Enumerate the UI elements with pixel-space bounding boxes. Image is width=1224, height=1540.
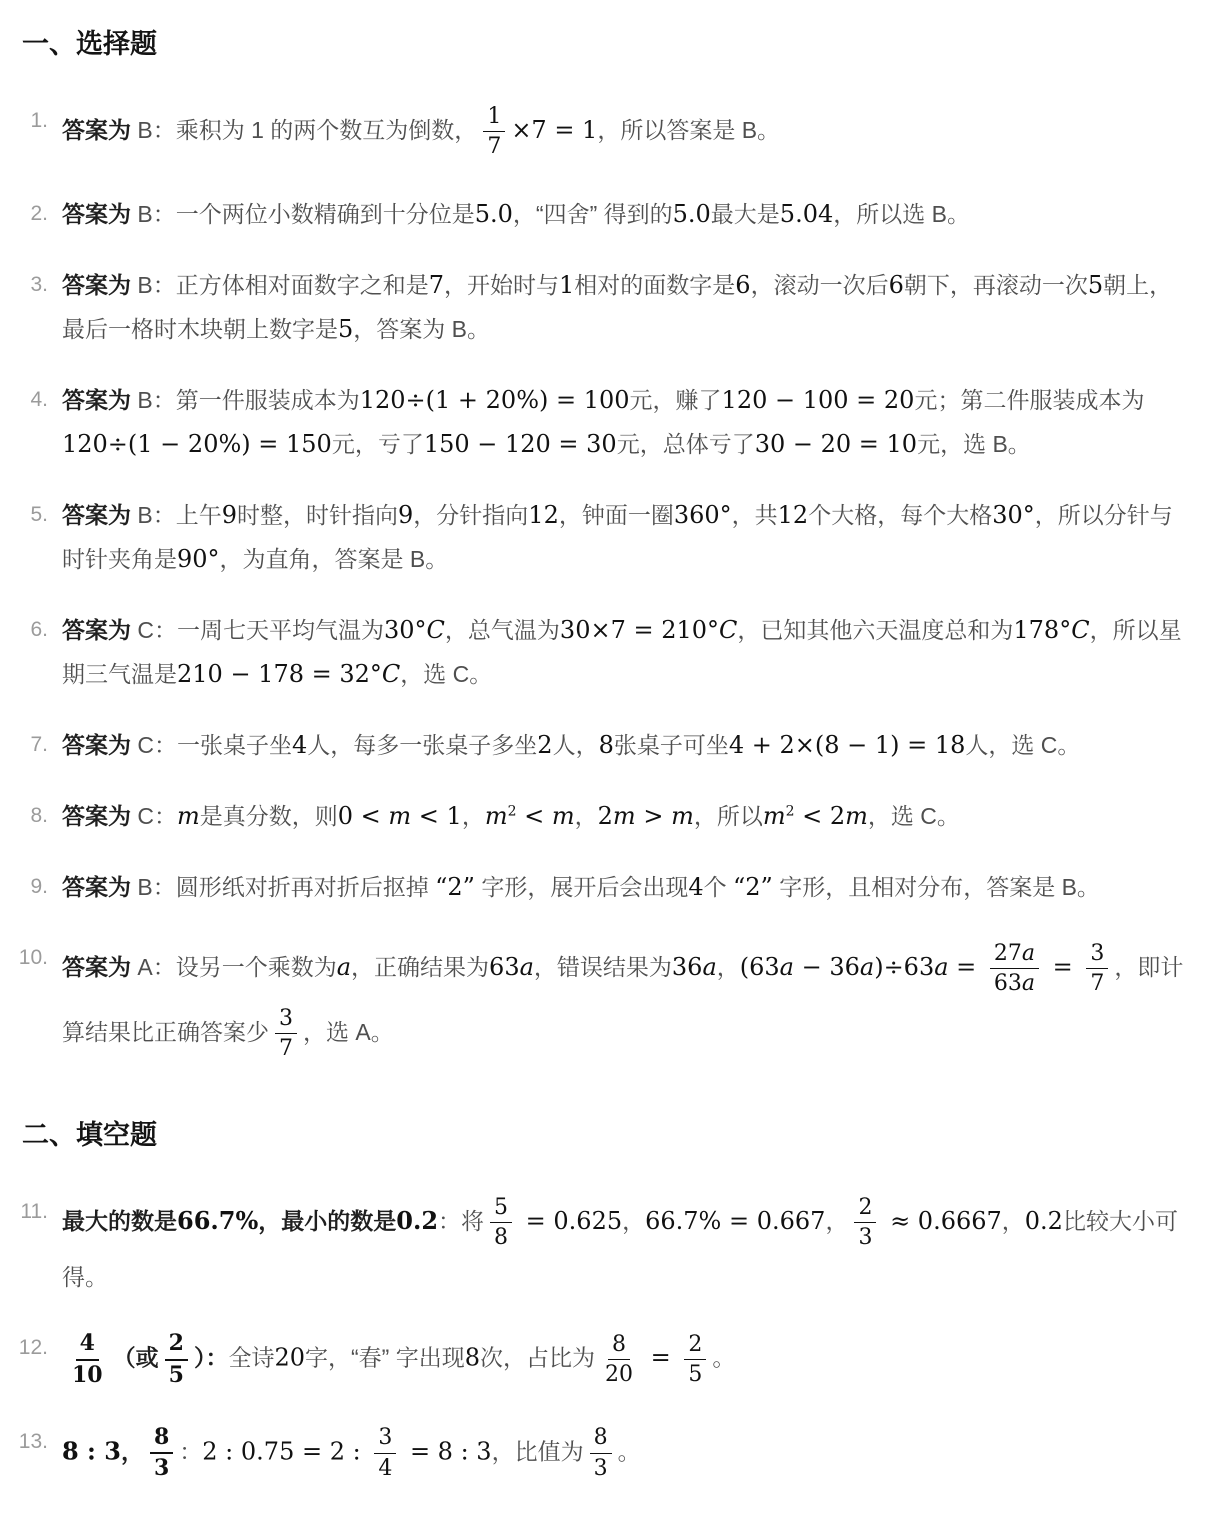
answer-item — [8, 1420, 1188, 1487]
math-text: 30×7 = 210°C — [559, 615, 738, 644]
math-text: = — [1045, 952, 1081, 981]
text-run: ，比值为 — [491, 1438, 584, 1465]
math-text: 5.0 — [672, 199, 711, 228]
fraction — [150, 1425, 173, 1482]
text-run: ，所以答案是 B。 — [597, 116, 781, 143]
text-run: ，总气温为 — [444, 616, 560, 643]
text-run: 一个两位小数精确到十分位是 — [175, 200, 475, 227]
item-content — [62, 493, 1188, 581]
math-text: 120÷(1 − 20%) = 150 — [62, 429, 332, 458]
answer-item — [8, 99, 1188, 165]
text-run: 人， — [552, 731, 599, 758]
fraction — [684, 1332, 706, 1388]
item-content — [62, 1190, 1188, 1300]
fraction-numerator: 27a — [990, 941, 1039, 969]
math-text: 4 — [688, 872, 704, 901]
text-run: ，正确结果为 — [351, 953, 490, 980]
answer-item — [8, 936, 1188, 1067]
math-text: 66.7% = 0.667 — [645, 1206, 826, 1235]
math-text: 7 — [428, 270, 445, 299]
text-run: B： — [131, 873, 176, 900]
text-run: ， — [1001, 1207, 1025, 1234]
item-content — [62, 192, 1188, 236]
math-text: < m — [516, 801, 575, 830]
text-run: 答案为 — [62, 616, 131, 643]
text-run: 字形，且相对分布，答案是 B。 — [772, 873, 1100, 900]
fraction — [68, 1331, 107, 1388]
math-text: 1 — [559, 270, 575, 299]
text-run: 时整，时针指向 — [237, 501, 399, 528]
math-text: 5 — [1087, 270, 1104, 299]
text-run: 答案为 — [62, 802, 131, 829]
text-run: ，答案为 B。 — [353, 315, 491, 342]
text-run: 一周七天平均气温为 — [177, 616, 384, 643]
text-run: 答案为 — [62, 116, 131, 143]
text-run: 一张桌子坐 — [177, 731, 292, 758]
math-text: 8 — [598, 730, 614, 759]
text-run: ，选 A。 — [303, 1019, 394, 1046]
item-number: 3. — [30, 272, 48, 296]
superscript: 2 — [785, 802, 795, 819]
math-text: 120÷(1 + 20%) = 100 — [359, 385, 630, 414]
math-text: “2” — [733, 872, 773, 901]
item-number: 4. — [30, 387, 48, 411]
text-run: A： — [131, 953, 176, 980]
text-run: 元，亏了 — [331, 430, 424, 457]
fraction-numerator: 5 — [490, 1195, 512, 1223]
section-fill-in-blank — [8, 1113, 1188, 1487]
item-content — [62, 723, 1188, 767]
text-run: 答案为 — [62, 731, 131, 758]
text-run: 元，赚了 — [629, 386, 722, 413]
math-text: 5.04 — [779, 199, 834, 228]
item-content — [62, 936, 1188, 1067]
fraction-numerator: 3 — [1086, 941, 1108, 969]
fraction — [1086, 941, 1108, 997]
item-number: 8. — [30, 803, 48, 827]
math-text: m — [177, 801, 200, 830]
math-text: 5.0 — [474, 199, 513, 228]
answer-list-multiple-choice — [8, 99, 1188, 1067]
text-run: 设另一个乘数为 — [175, 953, 337, 980]
fraction — [590, 1425, 612, 1481]
math-text: 6 — [888, 270, 904, 299]
fraction — [490, 1195, 512, 1251]
answer-item — [8, 608, 1188, 696]
math-text: = 8 : 3 — [402, 1437, 492, 1466]
text-run: ，已知其他六天温度总和为 — [737, 616, 1014, 643]
math-text: “2” — [435, 872, 475, 901]
item-content — [62, 865, 1188, 909]
text-run: 张桌子可坐 — [613, 731, 729, 758]
math-text: 90° — [177, 544, 220, 573]
text-run: 最大的数是 — [62, 1207, 177, 1234]
text-run: ， — [120, 1438, 144, 1465]
text-run: ，开始时与 — [444, 271, 560, 298]
math-text: ×7 = 1 — [511, 115, 598, 144]
math-text: ≈ 0.6667 — [882, 1206, 1002, 1235]
answer-item — [8, 1326, 1188, 1393]
math-text: 8 : 3 — [62, 1436, 121, 1466]
math-text: 2 : 0.75 = 2 : — [202, 1437, 369, 1466]
item-content — [62, 99, 1188, 165]
fraction — [483, 104, 505, 160]
text-run: 圆形纸对折再对折后抠掉 — [175, 873, 436, 900]
text-run: ，共 — [731, 501, 778, 528]
fraction-numerator: 8 — [150, 1425, 173, 1454]
item-number: 2. — [30, 201, 48, 225]
text-run: ，错误结果为 — [533, 953, 672, 980]
text-run: ， — [574, 802, 598, 829]
text-run: C： — [131, 616, 177, 643]
text-run: C： — [131, 731, 177, 758]
math-text: a — [336, 952, 352, 981]
item-content — [62, 378, 1188, 466]
answer-item — [8, 865, 1188, 909]
text-run: 答案为 — [62, 953, 131, 980]
text-run: ， — [716, 953, 740, 980]
fraction-denominator: 3 — [858, 1225, 873, 1251]
text-run: ，钟面一圈 — [558, 501, 674, 528]
text-run: ，所以星期三气温是 — [62, 616, 1182, 687]
item-content — [62, 608, 1188, 696]
text-run: ，分针指向 — [413, 501, 529, 528]
text-run: B： — [131, 200, 176, 227]
fraction-denominator: 7 — [279, 1036, 293, 1062]
fraction-denominator: 63a — [993, 970, 1036, 996]
section-title-fill-in-blank: 二、填空题 — [22, 1119, 157, 1150]
text-run: 乘积为 1 的两个数互为倒数， — [175, 116, 478, 143]
math-text: = 0.625 — [518, 1206, 623, 1235]
math-text: 20 — [274, 1343, 305, 1372]
text-run: 全诗 — [228, 1344, 275, 1371]
item-content — [62, 1326, 1188, 1393]
answer-list-fill-in-blank — [8, 1190, 1188, 1487]
math-text: 8 — [464, 1343, 480, 1372]
math-text: = — [642, 1343, 679, 1372]
math-text: 30°C — [384, 615, 445, 644]
math-text: 0 < m < 1 — [337, 801, 462, 830]
text-run: ，所以选 B。 — [833, 200, 970, 227]
text-run: ： — [438, 1207, 462, 1234]
math-text: (63a − 36a)÷63a = — [739, 952, 984, 981]
fraction-numerator: 3 — [275, 1006, 297, 1034]
fraction-denominator: 5 — [688, 1362, 703, 1388]
math-text: 12 — [528, 500, 559, 529]
item-content — [62, 794, 1188, 838]
math-text: m — [762, 801, 786, 830]
text-run: （或 — [112, 1344, 159, 1371]
math-text: 36a — [671, 952, 717, 981]
fraction-denominator: 7 — [487, 134, 502, 160]
text-run: ， — [622, 1207, 646, 1234]
item-number: 12. — [18, 1336, 48, 1360]
math-text: 5 — [338, 314, 354, 343]
math-text: 30 − 20 = 10 — [754, 429, 918, 458]
text-run: 最大是 — [710, 200, 780, 227]
fraction-denominator: 8 — [494, 1225, 509, 1251]
item-number: 11. — [20, 1199, 48, 1223]
fraction — [854, 1195, 876, 1251]
fraction-numerator: 4 — [76, 1331, 99, 1360]
text-run: B： — [131, 271, 176, 298]
text-run: 元；第二件服装成本为 — [914, 386, 1145, 413]
text-run: ， — [461, 802, 485, 829]
math-text: 360° — [673, 500, 732, 529]
fraction-denominator: 3 — [153, 1455, 170, 1482]
text-run: 个 — [703, 873, 733, 900]
section-multiple-choice — [8, 22, 1188, 1067]
item-number: 1. — [30, 109, 48, 132]
math-text: 0.2 — [396, 1205, 439, 1235]
answer-item — [8, 192, 1188, 236]
text-run: 第一件服装成本为 — [175, 386, 360, 413]
item-number: 9. — [30, 874, 48, 898]
text-run: 朝上，最后一格时木块朝上数字是 — [62, 271, 1173, 342]
text-run: B： — [131, 116, 176, 143]
text-run: 答案为 — [62, 873, 131, 900]
text-run: 比较大小可得。 — [62, 1207, 1178, 1291]
fraction — [601, 1332, 637, 1388]
fraction-numerator: 3 — [374, 1425, 396, 1453]
math-text: 178°C — [1013, 615, 1090, 644]
text-run: 人，选 C。 — [965, 731, 1081, 758]
text-run: ， — [825, 1207, 849, 1234]
text-run: 答案为 — [62, 386, 131, 413]
text-run: B： — [131, 501, 176, 528]
fraction-denominator: 5 — [168, 1361, 184, 1388]
math-text: 2 — [537, 730, 553, 759]
section-title-multiple-choice: 一、选择题 — [22, 29, 157, 59]
answer-item — [8, 1190, 1188, 1300]
fraction-numerator: 1 — [483, 104, 505, 132]
fraction — [275, 1006, 297, 1062]
fraction — [990, 941, 1039, 997]
text-run: 答案为 — [62, 271, 131, 298]
text-run: 次，占比为 — [479, 1344, 595, 1371]
math-text: 66.7% — [177, 1205, 259, 1235]
fraction — [374, 1425, 396, 1481]
math-text: 150 − 120 = 30 — [423, 429, 617, 458]
answer-item — [8, 493, 1188, 581]
fraction-denominator: 7 — [1090, 970, 1105, 996]
text-run: ，滚动一次后 — [750, 271, 889, 298]
text-run: 元，选 B。 — [917, 430, 1031, 457]
fraction-denominator: 20 — [604, 1362, 633, 1388]
item-number: 7. — [30, 732, 48, 756]
fraction-denominator: 3 — [593, 1455, 608, 1481]
answer-item — [8, 263, 1188, 351]
text-run: ，所以分针与时针夹角是 — [62, 501, 1173, 572]
text-run: ： — [179, 1438, 203, 1465]
text-run: 。 — [617, 1438, 641, 1465]
text-run: B： — [131, 386, 176, 413]
text-run: 答案为 — [62, 200, 131, 227]
math-text: 4 + 2×(8 − 1) = 18 — [728, 730, 966, 759]
text-run: 。 — [712, 1344, 736, 1371]
fraction-numerator: 2 — [854, 1195, 876, 1223]
fraction-numerator: 8 — [590, 1425, 612, 1453]
text-run: 人，每多一张桌子多坐 — [307, 731, 538, 758]
text-run: C： — [131, 802, 177, 829]
text-run: 上午 — [175, 501, 222, 528]
math-text: m — [484, 801, 508, 830]
item-content — [62, 263, 1188, 351]
fraction-numerator: 8 — [608, 1332, 630, 1360]
math-text: 9 — [398, 500, 414, 529]
text-run: ，选 C。 — [867, 802, 960, 829]
text-run: 字形，展开后会出现 — [474, 873, 689, 900]
item-number: 13. — [18, 1429, 48, 1453]
text-run: 个大格，每个大格 — [808, 501, 993, 528]
math-text: 120 − 100 = 20 — [721, 385, 915, 414]
text-run: 元，总体亏了 — [616, 430, 755, 457]
text-run: ，选 C。 — [400, 660, 493, 687]
text-run: ，“四舍” 得到的 — [512, 200, 673, 227]
fraction — [165, 1331, 188, 1388]
math-text: 4 — [292, 730, 308, 759]
text-run: ，最小的数是 — [258, 1207, 397, 1234]
math-text: 9 — [221, 500, 238, 529]
superscript: 2 — [507, 802, 517, 819]
math-text: < 2m — [794, 801, 868, 830]
text-run: ，为直角，答案是 B。 — [219, 545, 449, 572]
math-text: 12 — [777, 500, 809, 529]
math-text: 210 − 178 = 32°C — [177, 659, 401, 688]
fraction-numerator: 2 — [684, 1332, 706, 1360]
answer-item — [8, 378, 1188, 466]
text-run: ，所以 — [693, 802, 763, 829]
text-run: 字，“春” 字出现 — [304, 1344, 465, 1371]
answer-item — [8, 794, 1188, 838]
fraction-denominator: 4 — [378, 1455, 393, 1481]
text-run: 将 — [461, 1207, 485, 1234]
fraction-numerator: 2 — [165, 1331, 188, 1360]
text-run: 是真分数，则 — [199, 802, 338, 829]
item-number: 6. — [30, 617, 48, 641]
math-text: 30° — [992, 500, 1035, 529]
answer-item — [8, 723, 1188, 767]
text-run: 朝下，再滚动一次 — [903, 271, 1088, 298]
fraction-denominator: 10 — [72, 1361, 103, 1388]
text-run: ，即计算结果比正确答案少 — [62, 953, 1184, 1046]
item-number: 10. — [18, 945, 48, 969]
text-run: 答案为 — [62, 501, 131, 528]
item-content — [62, 1420, 1188, 1487]
math-text: 63a — [489, 952, 534, 981]
item-number: 5. — [30, 502, 48, 526]
math-text: 6 — [735, 270, 751, 299]
math-text: 0.2 — [1024, 1206, 1063, 1235]
text-run: ）： — [193, 1344, 229, 1371]
text-run: 正方体相对面数字之和是 — [175, 271, 429, 298]
text-run: 相对的面数字是 — [574, 271, 736, 298]
math-text: 2m > m — [597, 801, 694, 830]
